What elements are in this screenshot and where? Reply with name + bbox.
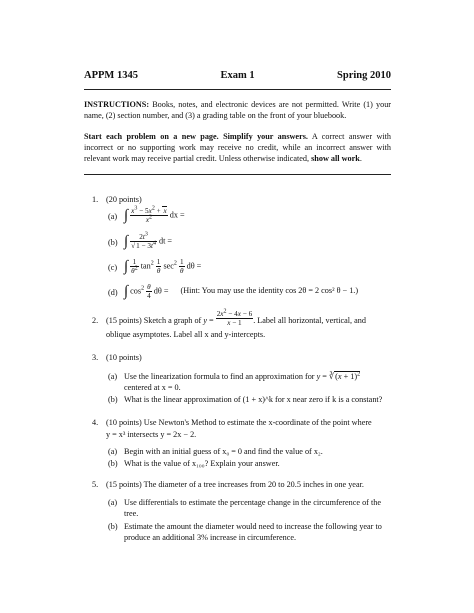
integral-1b: ∫ $\frac{2t^3}{√1 - 3t^4}$ dt = <box>124 231 173 250</box>
grading-paragraph: Start each problem on a new page. Simplify your answers. A correct answer with incorrect or no supporting work may receive no credit, while an incorrect answer with relevant work may receive partial credit. Unless otherwise indicated, show all work. <box>84 132 391 164</box>
integral-1c: ∫ $\frac{1}{\theta^2}$ $\tan^2$ $\frac{1}{\theta}$ $\sec^2$ $\frac{1}{\theta}$ dθ = <box>124 258 202 275</box>
exam-term: Spring 2010 <box>337 70 391 81</box>
integral-1d: ∫ $\cos^2$ $\frac{\theta}{4}$ dθ = (Hint: You may use the identity cos 2θ = 2 cos² θ − 1.) <box>124 283 359 300</box>
course-code: APPM 1345 <box>84 70 138 81</box>
problem-intro: (20 points) <box>106 195 142 204</box>
instructions-paragraph <box>84 99 391 121</box>
hint-text: (Hint: You may use the identity cos 2θ = 2 cos² θ − 1.) <box>180 286 359 296</box>
grading-bold-lead: Start each problem on a new page. Simplify your answers. <box>84 132 308 141</box>
problem-number: 1. <box>92 195 99 204</box>
grading-bold-tail: show all work <box>311 154 360 164</box>
integral-1a: ∫ $\frac{x^3 - 5x^2 + x}{x^2}$ dx = <box>124 205 185 224</box>
exam-title: Exam 1 <box>220 70 255 81</box>
exam-header <box>84 70 391 84</box>
instructions-rule <box>84 174 391 175</box>
header-rule <box>84 89 391 90</box>
instructions-text: Books, notes, and electronic devices are not permitted. Write (1) your name, (2) section number, and (3) a grading table on the front of your bluebook. <box>84 100 392 121</box>
instructions-label: INSTRUCTIONS: <box>84 100 150 109</box>
exam-page: APPM 1345 Exam 1 Spring 2010 INSTRUCTIONS: Books, notes, and electronic devices are not permitted. Write (1) your name, (2) section number, and (3) a grading table on the front of your bluebook. Start each problem on a new page. Simplify your answers. A correct answer with incorrect or no supporting work may receive no credit, while an incorrect answer with relevant work may receive partial credit. Unless otherwise indicated, show all work. 1. (20 points) (a) ∫ $\frac{x^3 - 5x^2 + x}{x^2}$ dx = (b) ∫ $\frac{2t^3}{√1 - 3t^4}$ dt = (c) ∫ $\frac{1}{\theta^2}$ $\tan^2$ $\frac{1}{\theta}$ $\sec^2$ $\frac{1}{\theta}$ dθ = (d) ∫ $\cos^2$ $\frac{\theta}{4}$ dθ = (Hint: You may use the identity cos 2θ = 2 cos² θ − 1.) 2. (15 points) Sketch a graph of y = $\frac{2x^2 - 4x - 6}{x - 1}$ . Label all horizontal, vertical, and oblique asymptotes. Label all x and y-intercepts. 3. (10 points) (a) Use the linearization formula to find an approximation for y = ∛(x + 1)$^2$ centered at x = 0. (b) What is the linear approximation of (1 + x)^k for x near zero if k is a constant? 4. (10 points) Use Newton's Method to estimate the x-coordinate of the point where y = x³ intersects y = 2x − 2. (a) Begin with an initial guess of x₀ = 0 and find the value of x₂. (b) What is the value of x₁₀₀? Explain your answer. 5. (15 points) The diameter of a tree increases from 20 to 20.5 inches in one year. (a) Use differentials to estimate the percentage change in the circumference of the tree. (b) Estimate the amount the diameter would need to increase the following year to produce an additional 3% increase in circumference. <box>84 70 392 542</box>
grading-text: A correct answer with incorrect or no supporting work may receive no credit, while an incorrect answer with relevant work may receive partial credit. Unless otherwise indicated, <box>84 132 391 164</box>
